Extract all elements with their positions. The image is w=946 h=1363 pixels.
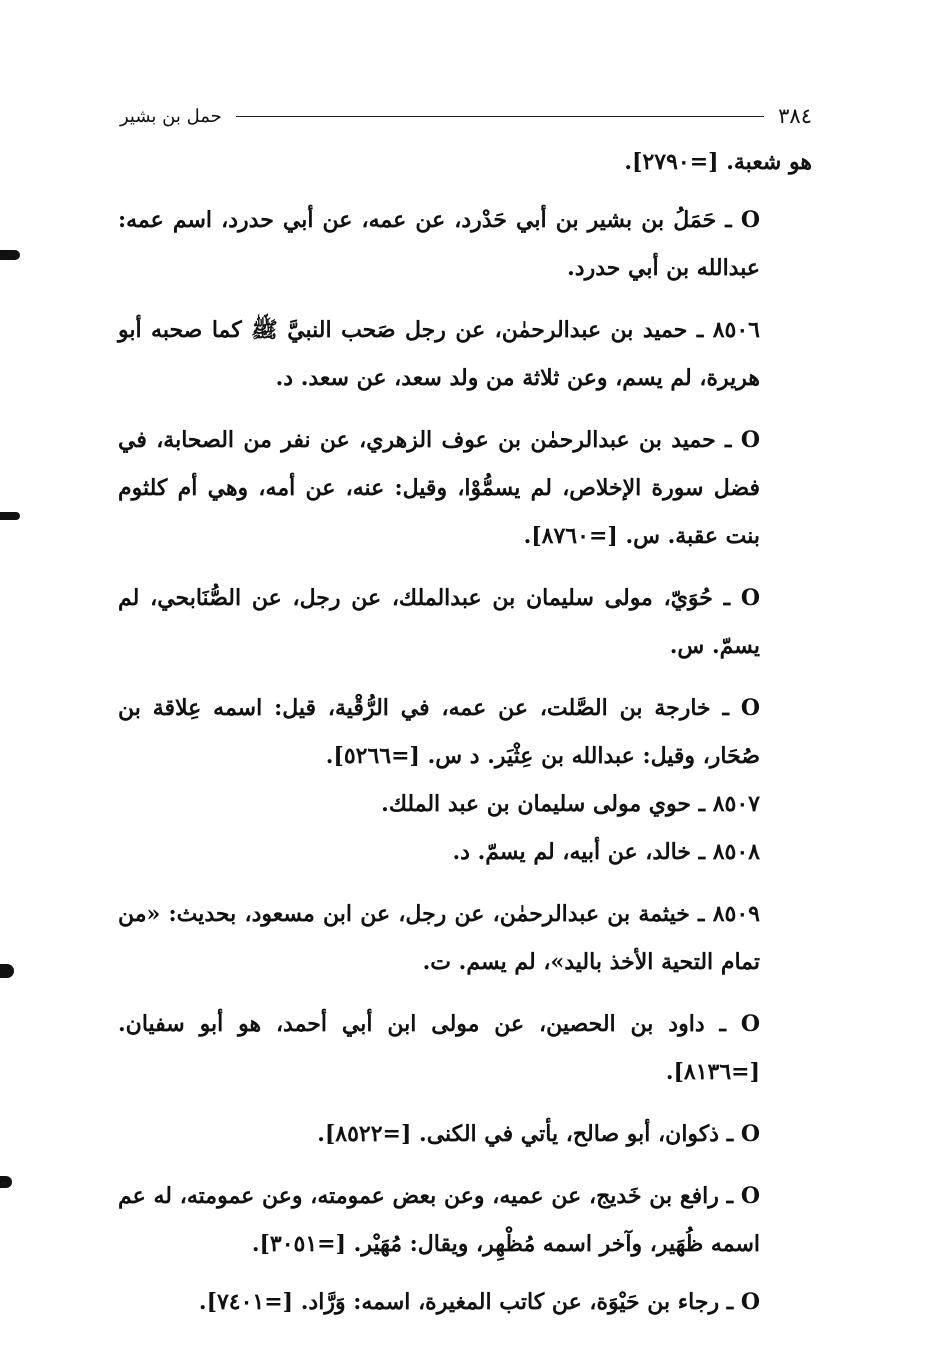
entry-hamal: O ـ حَمَلُ بن بشير بن أبي حَدْرد، عن عمه، عن أبي حدرد، اسم عمه: عبدالله بن أبي حدرد. — [118, 207, 760, 281]
entry-8509: ٨٥٠٩ ـ خيثمة بن عبدالرحمٰن، عن رجل، عن ابن مسعود، بحديث: «من تمام التحية الأخذ باليد»، لم يسم. ت. — [118, 901, 760, 975]
entry-dawud: O ـ داود بن الحصين، عن مولى ابن أبي أحمد، هو أبو سفيان. [=٨١٣٦]. — [118, 1011, 760, 1085]
page-number: ٣٨٤ — [778, 104, 812, 128]
entry-dhakwan: O ـ ذكوان، أبو صالح، يأتي في الكنى. [=٨٥٢٢]. — [317, 1121, 760, 1147]
entry-8507: ٨٥٠٧ ـ حوي مولى سليمان بن عبد الملك. — [381, 791, 760, 817]
entry-rafi: O ـ رافع بن خَديج، عن عميه، وعن بعض عمومته، وعن عمومته، له عم اسمه ظُهَير، وآخر اسمه مُظْهِر، ويقال: مُهَيْر. [=٣٠٥١]. — [118, 1183, 760, 1257]
entry-raja: O ـ رجاء بن حَيْوَة، عن كاتب المغيرة، اسمه: وَرَّاد. [=٧٤٠١]. — [198, 1289, 760, 1315]
scan-edge-mark — [0, 512, 20, 520]
entry-8508: ٨٥٠٨ ـ خالد، عن أبيه، لم يسمّ. د. — [452, 839, 760, 865]
page-body — [118, 138, 812, 1326]
running-title: حمل بن بشير — [120, 105, 222, 127]
header-rule — [236, 116, 764, 117]
scan-edge-mark — [0, 1176, 12, 1188]
scan-edge-mark — [0, 964, 14, 978]
page-header — [120, 96, 812, 136]
scan-edge-mark — [0, 250, 20, 260]
entry-huwayy: O ـ حُوَيّ، مولى سليمان بن عبدالملك، عن رجل، عن الصُّنَابحي، لم يسمّ. س. — [118, 585, 760, 659]
entry-8506: ٨٥٠٦ ـ حميد بن عبدالرحمٰن، عن رجل صَحب النبيَّ ﷺ كما صحبه أبو هريرة، لم يسم، وعن ثلاثة من ولد سعد، عن سعد. د. — [118, 317, 760, 391]
entry-continuation: هو شعبة. [=٢٧٩٠]. — [624, 149, 812, 175]
entry-kharija: O ـ خارجة بن الصَّلت، عن عمه، في الرُّقْية، قيل: اسمه عِلاقة بن صُحَار، وقيل: عبدالله بن عِثْيَر. د س. [=٥٢٦٦]. — [118, 695, 760, 769]
entry-humaid-zuhri: O ـ حميد بن عبدالرحمٰن بن عوف الزهري، عن نفر من الصحابة، في فضل سورة الإخلاص، لم يسمُّوْا، وقيل: عنه، عن أمه، وهي أم كلثوم بنت عقبة. س. [=٨٧٦٠]. — [118, 427, 760, 549]
